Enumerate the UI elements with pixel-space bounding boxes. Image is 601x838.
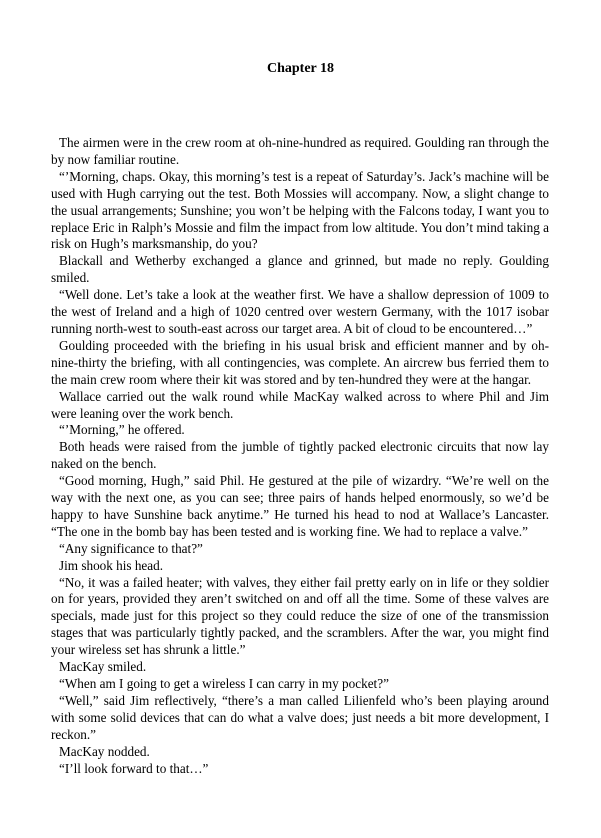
- paragraph: Goulding proceeded with the briefing in his usual brisk and efficient manner and by oh-nine-thirty the briefing, with all contingencies, was complete. An aircrew bus ferried them to the main crew room where their kit was stored and by ten-hundred they were at the hangar.: [51, 337, 549, 387]
- chapter-title: Chapter 18: [266, 61, 335, 76]
- paragraph: “No, it was a failed heater; with valves, they either fail pretty early on in life or they soldier on for years, provided they aren’t switched on and off all the time. Some of these valves are specials, made just for this project so they could reduce the size of one of the transmission stages that was particularly tightly packed, and the scramblers. After the war, you might find your wireless set has shrunk a little.”: [51, 574, 549, 658]
- paragraph: Blackall and Wetherby exchanged a glance and grinned, but made no reply. Goulding smiled.: [51, 253, 549, 286]
- chapter-body: [51, 135, 549, 777]
- paragraph: MacKay smiled.: [59, 659, 147, 675]
- paragraph: MacKay nodded.: [59, 743, 150, 759]
- paragraph: “’Morning,” he offered.: [59, 422, 185, 438]
- paragraph: “When am I going to get a wireless I can carry in my pocket?”: [59, 676, 389, 691]
- paragraph: “Good morning, Hugh,” said Phil. He gestured at the pile of wizardry. “We’re well on the way with the next one, as you can see; three pairs of hands helped enormously, so we’d be happy to have Sunshine back anytime.” He turned his head to nod at Wallace’s Lancaster. “The one in the bomb bay has been tested and is working fine. We had to replace a valve.”: [51, 473, 549, 539]
- paragraph: “’Morning, chaps. Okay, this morning’s test is a repeat of Saturday’s. Jack’s machine will be used with Hugh carrying out the test. Both Mossies will accompany. Now, a slight change to the usual arrangements; Sunshine; you won’t be helping with the Falcons today, I want you to replace Eric in Ralph’s Mossie and film the impact from low altitude. You don’t mind taking a risk on Hugh’s marksmanship, do you?: [51, 168, 549, 252]
- paragraph: The airmen were in the crew room at oh-nine-hundred as required. Goulding ran through the by now familiar routine.: [51, 135, 549, 167]
- paragraph: Both heads were raised from the jumble of tightly packed electronic circuits that now lay naked on the bench.: [51, 439, 549, 472]
- paragraph: “Well,” said Jim reflectively, “there’s a man called Lilienfeld who’s been playing around with some solid devices that can do what a valve does; just needs a bit more development, I reckon.”: [51, 692, 549, 742]
- paragraph: “I’ll look forward to that…”: [59, 760, 209, 776]
- paragraph: Jim shook his head.: [59, 557, 164, 573]
- paragraph: Wallace carried out the walk round while MacKay walked across to where Phil and Jim were leaning over the work bench.: [51, 388, 549, 421]
- paragraph: “Any significance to that?”: [59, 540, 203, 556]
- paragraph: “Well done. Let’s take a look at the weather first. We have a shallow depression of 1009 to the west of Ireland and a high of 1020 centred over western Germany, with the 1017 isobar running north-west to south-east across our target area. A bit of cloud to be encountered…”: [51, 287, 549, 336]
